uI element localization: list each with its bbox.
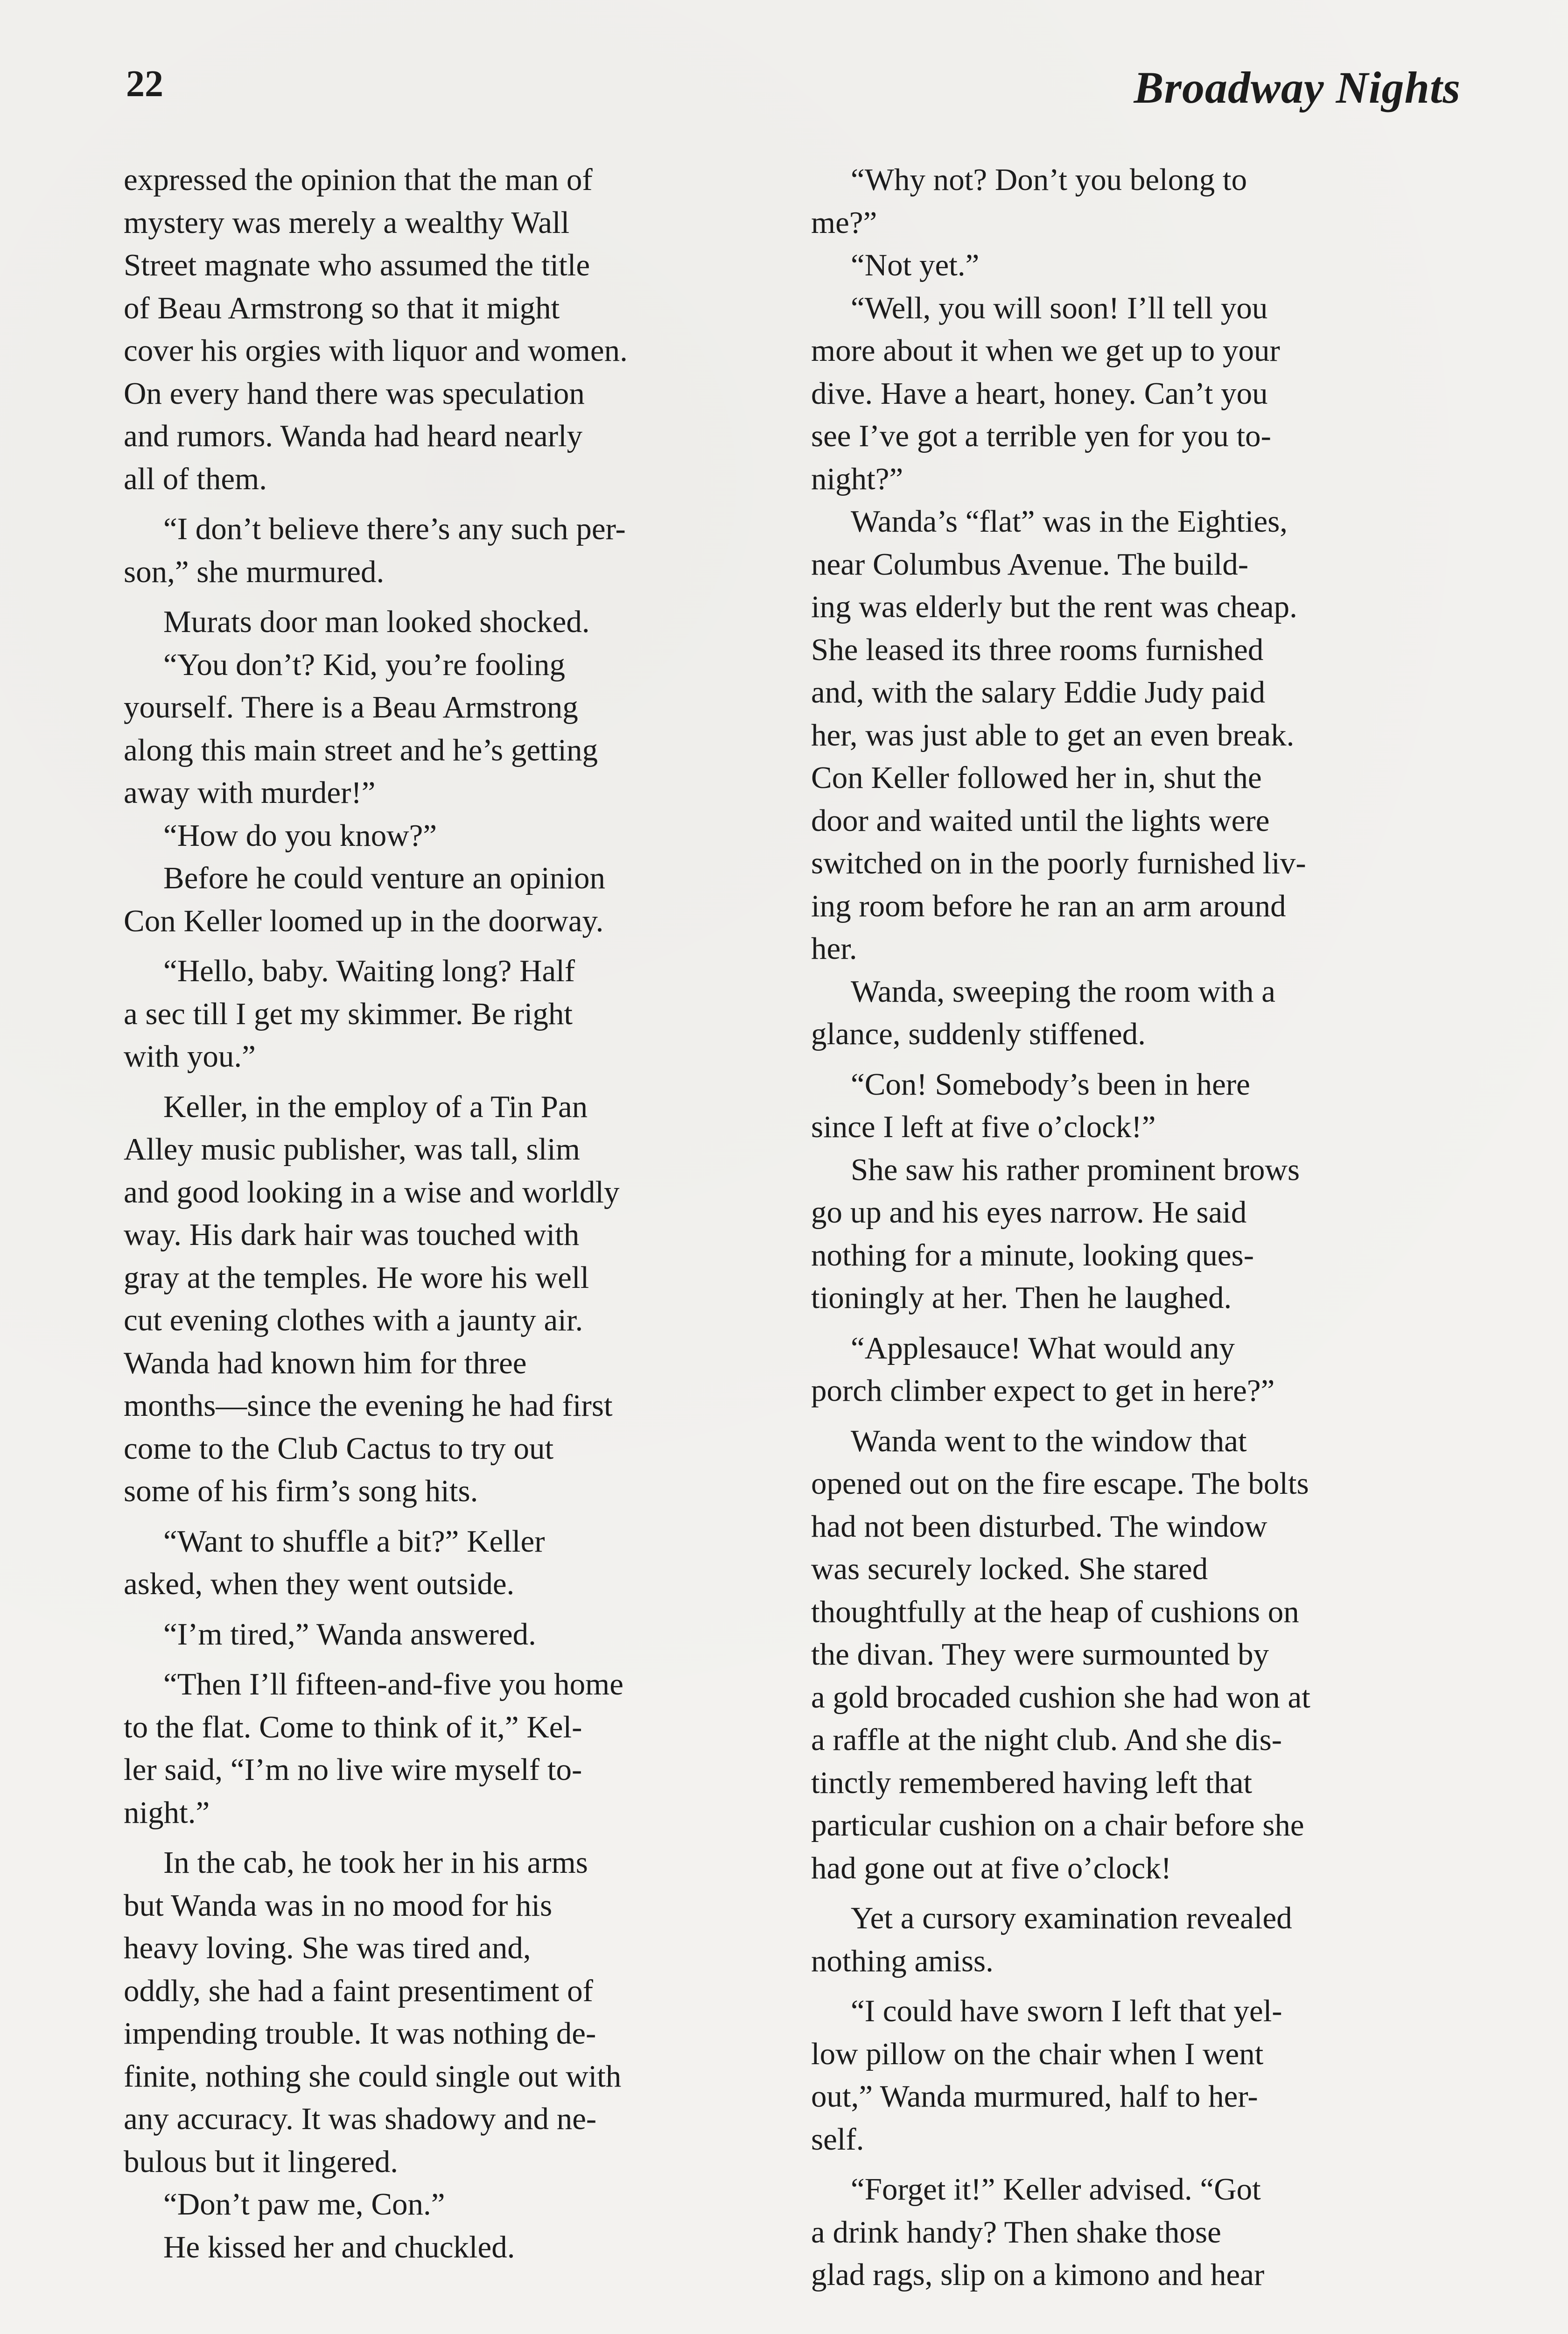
text-line: see I’ve got a terrible yen for you to-	[811, 419, 1271, 453]
text-line: heavy loving. She was tired and,	[124, 1931, 531, 1965]
text-line: me?”	[811, 205, 877, 240]
text-line: tinctly remembered having left that	[811, 1765, 1253, 1800]
text-line: On every hand there was speculation	[124, 376, 585, 411]
text-line: but Wanda was in no mood for his	[124, 1888, 553, 1923]
text-line: gray at the temples. He wore his well	[124, 1260, 589, 1295]
text-line: all of them.	[124, 461, 267, 496]
text-line: “Not yet.”	[851, 248, 980, 282]
text-line: a sec till I get my skimmer. Be right	[124, 996, 573, 1031]
text-line: porch climber expect to get in here?”	[811, 1373, 1275, 1408]
text-line: She leased its three rooms furnished	[811, 632, 1264, 667]
text-line: door and waited until the lights were	[811, 803, 1270, 838]
text-line: Alley music publisher, was tall, slim	[124, 1132, 581, 1167]
text-line: and, with the salary Eddie Judy paid	[811, 675, 1266, 710]
text-line: Street magnate who assumed the title	[124, 248, 590, 282]
text-line: go up and his eyes narrow. He said	[811, 1195, 1247, 1230]
text-line: a raffle at the night club. And she dis-	[811, 1722, 1282, 1757]
text-line: “Con! Somebody’s been in here	[851, 1067, 1250, 1102]
text-line: Keller, in the employ of a Tin Pan	[163, 1089, 588, 1124]
text-line: son,” she murmured.	[124, 554, 385, 589]
text-line: In the cab, he took her in his arms	[163, 1845, 588, 1880]
text-line: She saw his rather prominent brows	[851, 1152, 1300, 1187]
text-line: was securely locked. She stared	[811, 1552, 1208, 1586]
text-line: thoughtfully at the heap of cushions on	[811, 1594, 1299, 1629]
text-line: to the flat. Come to think of it,” Kel-	[124, 1709, 582, 1744]
text-line: out,” Wanda murmured, half to her-	[811, 2079, 1258, 2114]
text-line: nothing for a minute, looking ques-	[811, 1237, 1254, 1272]
text-line: expressed the opinion that the man of	[124, 162, 593, 197]
text-line: since I left at five o’clock!”	[811, 1110, 1156, 1144]
text-line: cut evening clothes with a jaunty air.	[124, 1303, 583, 1337]
text-line: yourself. There is a Beau Armstrong	[124, 690, 578, 724]
text-line: ing room before he ran an arm around	[811, 888, 1286, 923]
text-line: Wanda’s “flat” was in the Eighties,	[851, 504, 1288, 539]
text-line: tioningly at her. Then he laughed.	[811, 1280, 1232, 1315]
text-line: ler said, “I’m no live wire myself to-	[124, 1752, 582, 1787]
text-line: “Hello, baby. Waiting long? Half	[163, 954, 575, 988]
text-line: self.	[811, 2122, 864, 2157]
text-line: switched on in the poorly furnished liv-	[811, 846, 1306, 880]
text-line: “You don’t? Kid, you’re fooling	[163, 647, 566, 682]
text-line: Murats door man looked shocked.	[163, 605, 590, 639]
text-line: more about it when we get up to your	[811, 333, 1280, 368]
text-line: glance, suddenly stiffened.	[811, 1017, 1146, 1051]
text-line: nothing amiss.	[811, 1943, 994, 1978]
text-line: “Then I’ll fifteen-and-five you home	[163, 1667, 623, 1701]
text-line: some of his firm’s song hits.	[124, 1474, 478, 1508]
text-line: bulous but it lingered.	[124, 2144, 399, 2179]
text-line: the divan. They were surmounted by	[811, 1637, 1269, 1672]
text-line: “Want to shuffle a bit?” Keller	[163, 1524, 545, 1559]
text-line: and good looking in a wise and worldly	[124, 1174, 620, 1209]
text-line: Wanda had known him for three	[124, 1345, 527, 1380]
text-line: come to the Club Cactus to try out	[124, 1431, 554, 1466]
text-line: Con Keller followed her in, shut the	[811, 760, 1262, 795]
text-line: her.	[811, 931, 857, 966]
text-line: “I don’t believe there’s any such per-	[163, 512, 626, 546]
text-line: ing was elderly but the rent was cheap.	[811, 590, 1297, 624]
text-line: had gone out at five o’clock!	[811, 1850, 1172, 1885]
text-line: oddly, she had a faint presentiment of	[124, 1973, 593, 2008]
left-text-column	[124, 159, 765, 2269]
text-line: “I’m tired,” Wanda answered.	[163, 1617, 536, 1652]
right-text-column	[811, 159, 1453, 2297]
text-line: Yet a cursory examination revealed	[851, 1901, 1292, 1935]
text-line: glad rags, slip on a kimono and hear	[811, 2257, 1265, 2292]
text-line: Wanda, sweeping the room with a	[851, 974, 1276, 1009]
text-line: with you.”	[124, 1039, 256, 1074]
text-line: a drink handy? Then shake those	[811, 2214, 1221, 2250]
text-line: Wanda went to the window that	[851, 1423, 1247, 1458]
text-line: “Why not? Don’t you belong to	[851, 162, 1247, 197]
text-line: He kissed her and chuckled.	[163, 2229, 515, 2264]
text-line: any accuracy. It was shadowy and ne-	[124, 2102, 597, 2136]
text-line: finite, nothing she could single out with	[124, 2059, 622, 2094]
text-line: her, was just able to get an even break.	[811, 717, 1295, 752]
text-line: away with murder!”	[124, 775, 376, 810]
text-line: Con Keller loomed up in the doorway.	[124, 903, 604, 938]
text-line: “Well, you will soon! I’ll tell you	[851, 290, 1268, 325]
text-line: “Forget it!” Keller advised. “Got	[851, 2172, 1261, 2207]
text-line: “Applesauce! What would any	[851, 1330, 1235, 1365]
text-line: months—since the evening he had first	[124, 1388, 613, 1423]
text-line: opened out on the fire escape. The bolts	[811, 1466, 1309, 1501]
text-line: asked, when they went outside.	[124, 1567, 515, 1601]
text-line: way. His dark hair was touched with	[124, 1217, 580, 1252]
text-line: mystery was merely a wealthy Wall	[124, 205, 570, 240]
text-line: along this main street and he’s getting	[124, 732, 598, 767]
page-header	[126, 61, 1461, 126]
text-line: particular cushion on a chair before she	[811, 1808, 1304, 1842]
text-line: of Beau Armstrong so that it might	[124, 290, 560, 325]
running-title: Broadway Nights	[1134, 63, 1461, 112]
text-line: and rumors. Wanda had heard nearly	[124, 419, 583, 453]
text-line: night.”	[124, 1795, 210, 1830]
text-line: dive. Have a heart, honey. Can’t you	[811, 376, 1268, 411]
text-line: had not been disturbed. The window	[811, 1509, 1267, 1544]
text-line: Before he could venture an opinion	[163, 861, 605, 895]
text-line: “Don’t paw me, Con.”	[163, 2187, 445, 2222]
text-line: a gold brocaded cushion she had won at	[811, 1680, 1310, 1715]
text-line: low pillow on the chair when I went	[811, 2036, 1264, 2071]
text-line: night?”	[811, 461, 903, 496]
page-number: 22	[126, 63, 163, 105]
text-line: impending trouble. It was nothing de-	[124, 2016, 596, 2051]
text-line: near Columbus Avenue. The build-	[811, 547, 1249, 582]
text-line: “How do you know?”	[163, 818, 437, 853]
text-line: cover his orgies with liquor and women.	[124, 333, 628, 368]
text-line: “I could have sworn I left that yel-	[851, 1994, 1282, 2028]
